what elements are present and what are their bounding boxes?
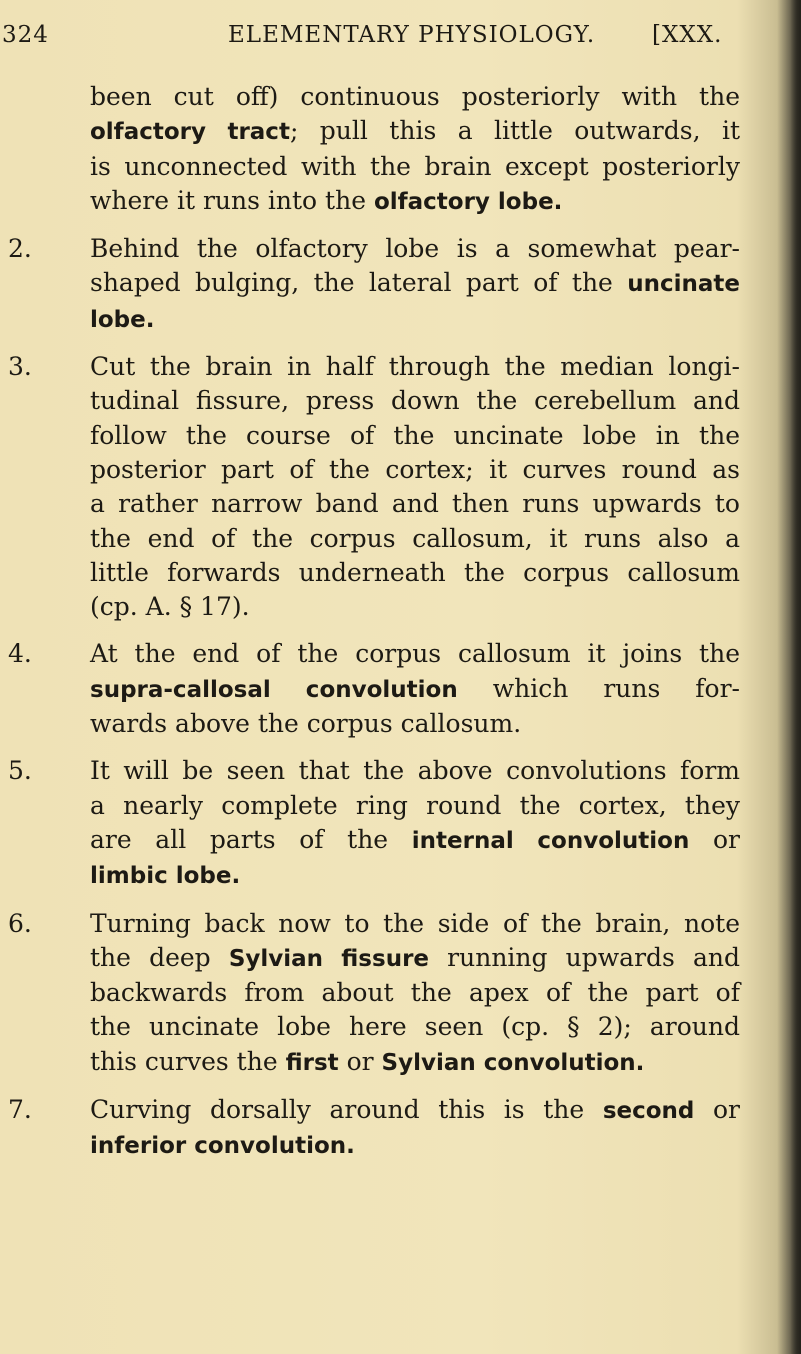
text-line: supra-callosal convolution which runs for- <box>90 673 740 703</box>
paragraph-number: 3. <box>8 352 32 382</box>
bold-term: uncinate <box>627 271 740 298</box>
text-line: Turning back now to the side of the brain, note <box>90 908 740 938</box>
text-line: this curves the first or Sylvian convolution. <box>90 1046 645 1076</box>
bold-term: inferior convolution. <box>90 1133 355 1160</box>
bold-term: olfactory lobe. <box>373 188 563 215</box>
page-edge-shadow <box>791 0 801 1354</box>
numbered-paragraph-5 <box>0 754 790 893</box>
page-number: 324 <box>2 22 49 48</box>
text-line: Cut the brain in half through the median longi- <box>90 352 740 382</box>
running-header <box>0 22 801 62</box>
text-line: backwards from about the apex of the part of <box>90 978 740 1008</box>
text-line: where it runs into the olfactory lobe. <box>90 185 563 215</box>
numbered-paragraph-4 <box>0 637 790 741</box>
paragraph-number: 4. <box>8 639 32 669</box>
text-line: been cut off) continuous posteriorly with the <box>90 82 740 111</box>
text-line: a rather narrow band and then runs upwards to <box>90 489 740 519</box>
text-line: little forwards underneath the corpus callosum <box>90 557 740 587</box>
text-line: Behind the olfactory lobe is a somewhat pear- <box>90 234 740 264</box>
text-line: It will be seen that the above convolutions form <box>90 756 740 786</box>
text-line: follow the course of the uncinate lobe in the <box>90 420 740 450</box>
text-line: (cp. A. § 17). <box>90 592 250 622</box>
bold-term: Sylvian fissure <box>228 945 430 972</box>
bold-term: Sylvian convolution. <box>381 1049 645 1076</box>
text-line: the deep Sylvian fissure running upwards and <box>90 942 741 972</box>
text-line <box>90 858 740 893</box>
chapter-marker: [XXX. <box>652 22 723 48</box>
text-line: the uncinate lobe here seen (cp. § 2); around <box>90 1012 740 1042</box>
text-line: Curving dorsally around this is the second or <box>90 1095 740 1125</box>
numbered-paragraph-2 <box>0 232 790 337</box>
numbered-paragraph-7 <box>0 1093 790 1164</box>
bold-term: supra-callosal convolution <box>90 676 458 703</box>
bold-term: limbic lobe. <box>90 863 241 890</box>
text-line: posterior part of the cortex; it curves round as <box>90 454 740 484</box>
bold-term: first <box>285 1049 339 1076</box>
text-line: At the end of the corpus callosum it joins the <box>90 639 740 669</box>
text-line: shaped bulging, the lateral part of the uncinate <box>90 268 740 298</box>
text-line: olfactory tract; pull this a little outwards, it <box>90 116 740 146</box>
text-line: a nearly complete ring round the cortex, they <box>90 790 740 820</box>
text-line <box>90 302 740 337</box>
paragraph-number: 7. <box>8 1095 32 1125</box>
bold-term: olfactory tract <box>90 119 290 146</box>
text-line: tudinal fissure, press down the cerebellum and <box>90 386 740 416</box>
numbered-paragraph-3 <box>0 350 790 624</box>
bold-term: lobe. <box>90 306 155 333</box>
continuation-paragraph <box>0 80 790 219</box>
text-line: wards above the corpus callosum. <box>90 709 522 739</box>
text-line: the end of the corpus callosum, it runs also a <box>90 523 740 553</box>
page-body <box>0 80 790 1164</box>
numbered-paragraph-6 <box>0 907 790 1080</box>
running-title: ELEMENTARY PHYSIOLOGY. <box>228 22 596 48</box>
bold-term: second <box>602 1098 695 1125</box>
text-line: is unconnected with the brain except posteriorly <box>90 151 740 181</box>
bold-term: internal convolution <box>411 827 690 854</box>
text-line: are all parts of the internal convolution or <box>90 824 740 854</box>
text-line <box>90 1128 740 1163</box>
paragraph-number: 5. <box>8 756 32 786</box>
paragraph-number: 2. <box>8 234 32 264</box>
paragraph-number: 6. <box>8 908 32 938</box>
